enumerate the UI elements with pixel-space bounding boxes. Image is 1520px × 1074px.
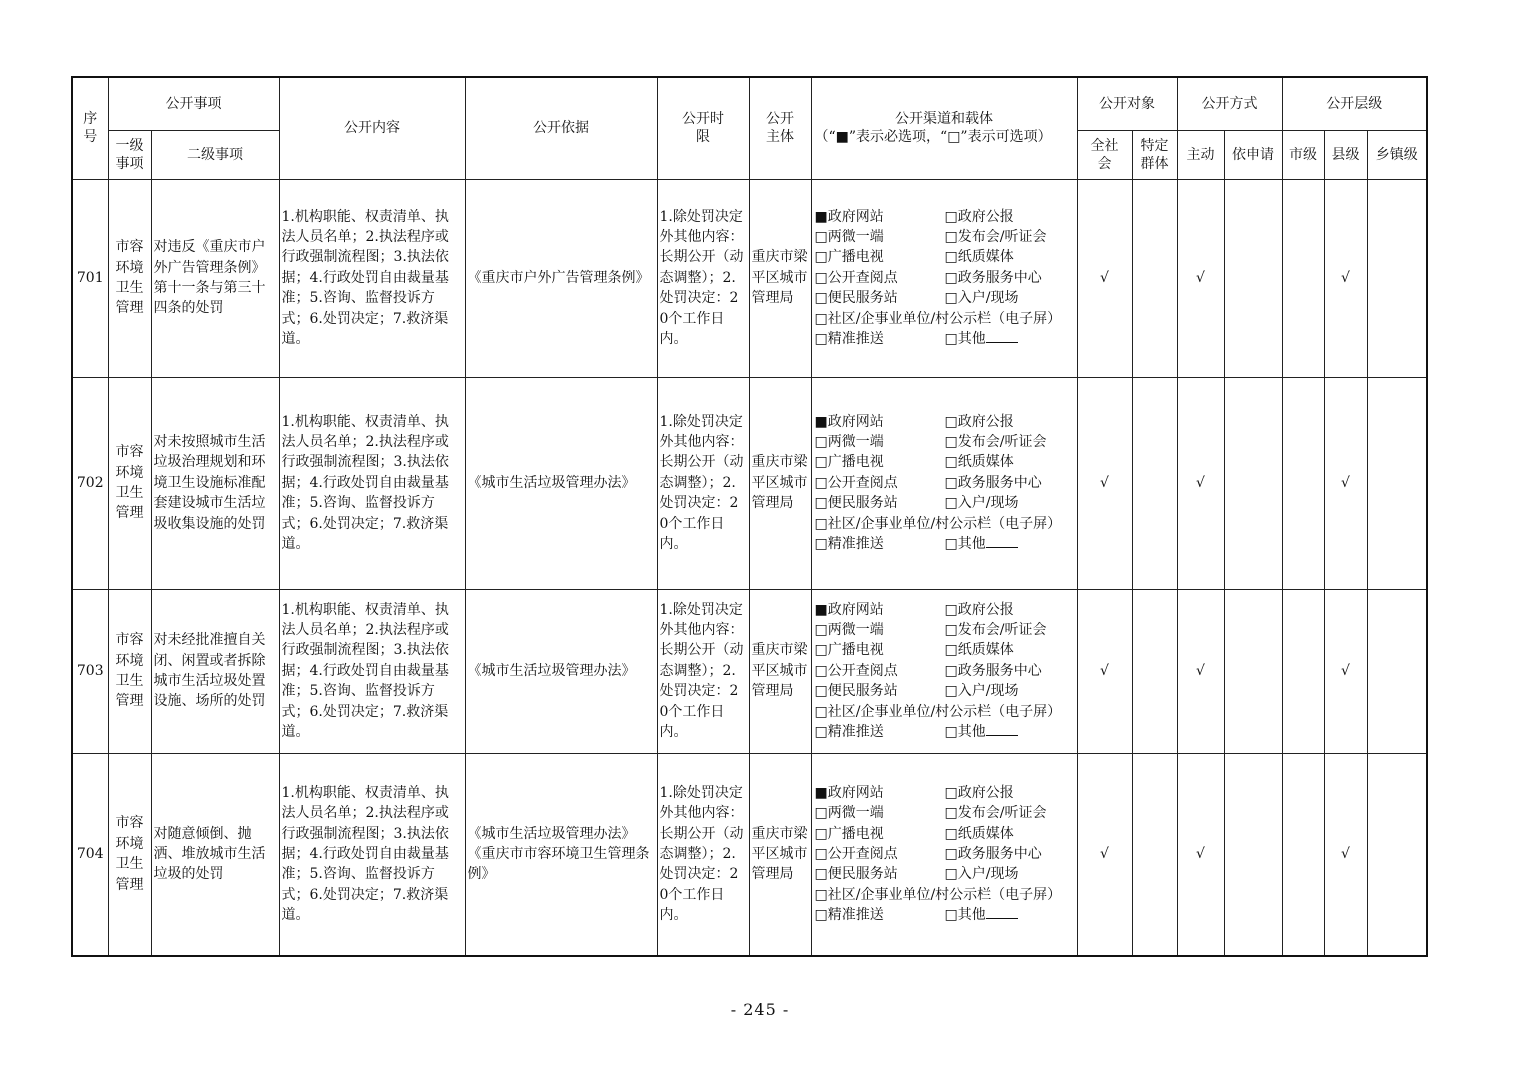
row-level-city	[1282, 589, 1324, 753]
row-level-city	[1282, 753, 1324, 956]
channel-gov-site: ■政府网站	[814, 208, 884, 225]
channel-push: □精准推送	[814, 907, 884, 924]
row-method-active: √	[1177, 589, 1224, 753]
row-level-county: √	[1324, 377, 1367, 589]
channel-reading-point: □公开查阅点	[814, 846, 898, 863]
channel-bulletin: □社区/企事业单位/村公示栏（电子屏）	[814, 886, 1062, 903]
channel-gov-gazette: □政府公报	[944, 601, 1014, 618]
page-number: - 245 -	[730, 1000, 790, 1019]
row-level-city	[1282, 377, 1324, 589]
row-channels	[811, 753, 1077, 956]
channel-gov-gazette: □政府公报	[944, 784, 1014, 801]
channel-service-station: □便民服务站	[814, 290, 898, 307]
row-seq: 702	[72, 377, 108, 589]
row-subject: 重庆市梁平区城市管理局	[749, 179, 811, 377]
row-channels	[811, 589, 1077, 753]
table-row	[72, 377, 1427, 589]
row-level2: 对未经批准擅自关闭、闲置或者拆除城市生活垃圾处置设施、场所的处罚	[151, 589, 279, 753]
channel-service-center: □政务服务中心	[944, 474, 1042, 491]
header-method-group: 公开方式	[1177, 77, 1282, 130]
channel-service-station: □便民服务站	[814, 495, 898, 512]
table-row	[72, 179, 1427, 377]
row-subject: 重庆市梁平区城市管理局	[749, 753, 811, 956]
row-method-active: √	[1177, 753, 1224, 956]
row-audience-all: √	[1077, 377, 1132, 589]
channel-other: □其他	[945, 329, 1077, 349]
channel-gov-gazette: □政府公报	[944, 413, 1014, 430]
row-subject: 重庆市梁平区城市管理局	[749, 589, 811, 753]
row-level-city	[1282, 179, 1324, 377]
row-audience-specific	[1132, 179, 1177, 377]
row-content: 1.机构职能、权责清单、执法人员名单；2.执法程序或行政强制流程图；3.执法依据；4.行政处罚自由裁量基准；5.咨询、监督投诉方式；6.处罚决定；7.救济渠道。	[279, 753, 465, 956]
channel-two-micro: □两微一端	[814, 621, 884, 638]
row-level1: 市容环境卫生管理	[108, 179, 151, 377]
table-row	[72, 753, 1427, 956]
row-level-town	[1367, 589, 1427, 753]
row-method-request	[1224, 377, 1282, 589]
channel-press-conf: □发布会/听证会	[944, 805, 1047, 822]
channel-print-media: □纸质媒体	[944, 825, 1014, 842]
row-basis: 《城市生活垃圾管理办法》	[465, 377, 657, 589]
table-body	[72, 179, 1427, 956]
channel-print-media: □纸质媒体	[944, 642, 1014, 659]
channel-two-micro: □两微一端	[814, 433, 884, 450]
other-blank-line	[986, 330, 1018, 343]
other-blank-line	[986, 906, 1018, 919]
row-level-town	[1367, 179, 1427, 377]
channel-push: □精准推送	[814, 536, 884, 553]
header-audience-group: 公开对象	[1077, 77, 1177, 130]
row-method-active: √	[1177, 179, 1224, 377]
row-audience-specific	[1132, 377, 1177, 589]
channel-broadcast: □广播电视	[814, 454, 884, 471]
channel-gov-gazette: □政府公报	[944, 208, 1014, 225]
row-basis: 《重庆市户外广告管理条例》	[465, 179, 657, 377]
header-content: 公开内容	[279, 77, 465, 179]
row-level2: 对违反《重庆市户外广告管理条例》第十一条与第三十四条的处罚	[151, 179, 279, 377]
row-level2: 对未按照城市生活垃圾治理规划和环境卫生设施标准配套建设城市生活垃圾收集设施的处罚	[151, 377, 279, 589]
channel-press-conf: □发布会/听证会	[944, 433, 1047, 450]
channel-door-to-door: □入户/现场	[944, 683, 1019, 700]
channel-other: □其他	[945, 534, 1077, 554]
channel-other: □其他	[945, 722, 1077, 742]
channel-print-media: □纸质媒体	[944, 249, 1014, 266]
table-header	[72, 77, 1427, 179]
row-audience-specific	[1132, 753, 1177, 956]
row-basis: 《城市生活垃圾管理办法》	[465, 589, 657, 753]
row-audience-all: √	[1077, 589, 1132, 753]
row-time-limit: 1.除处罚决定外其他内容：长期公开（动态调整）；2.处罚决定：20个工作日内。	[657, 589, 749, 753]
channel-push: □精准推送	[814, 331, 884, 348]
channel-reading-point: □公开查阅点	[814, 269, 898, 286]
channel-gov-site: ■政府网站	[814, 784, 884, 801]
header-audience-specific: 特定群体	[1132, 130, 1177, 179]
table-row	[72, 589, 1427, 753]
header-level1: 一级事项	[108, 130, 151, 179]
row-time-limit: 1.除处罚决定外其他内容：长期公开（动态调整）；2.处罚决定：20个工作日内。	[657, 377, 749, 589]
channel-print-media: □纸质媒体	[944, 454, 1014, 471]
channel-press-conf: □发布会/听证会	[944, 621, 1047, 638]
channel-reading-point: □公开查阅点	[814, 474, 898, 491]
row-content: 1.机构职能、权责清单、执法人员名单；2.执法程序或行政强制流程图；3.执法依据；4.行政处罚自由裁量基准；5.咨询、监督投诉方式；6.处罚决定；7.救济渠道。	[279, 377, 465, 589]
channel-gov-site: ■政府网站	[814, 413, 884, 430]
header-method-request: 依申请	[1224, 130, 1282, 179]
row-level-town	[1367, 753, 1427, 956]
row-content: 1.机构职能、权责清单、执法人员名单；2.执法程序或行政强制流程图；3.执法依据；4.行政处罚自由裁量基准；5.咨询、监督投诉方式；6.处罚决定；7.救济渠道。	[279, 589, 465, 753]
header-level2: 二级事项	[151, 130, 279, 179]
header-method-active: 主动	[1177, 130, 1224, 179]
row-method-active: √	[1177, 377, 1224, 589]
row-level-county: √	[1324, 753, 1367, 956]
row-content: 1.机构职能、权责清单、执法人员名单；2.执法程序或行政强制流程图；3.执法依据；4.行政处罚自由裁量基准；5.咨询、监督投诉方式；6.处罚决定；7.救济渠道。	[279, 179, 465, 377]
row-level1: 市容环境卫生管理	[108, 589, 151, 753]
row-seq: 704	[72, 753, 108, 956]
channel-other: □其他	[945, 905, 1077, 925]
row-seq: 703	[72, 589, 108, 753]
header-level-county: 县级	[1324, 130, 1367, 179]
row-level1: 市容环境卫生管理	[108, 753, 151, 956]
row-seq: 701	[72, 179, 108, 377]
header-level-city: 市级	[1282, 130, 1324, 179]
header-subject: 公开主体	[749, 77, 811, 179]
header-channel-title: 公开渠道和载体	[895, 111, 993, 128]
row-level-county: √	[1324, 179, 1367, 377]
row-time-limit: 1.除处罚决定外其他内容：长期公开（动态调整）；2.处罚决定：20个工作日内。	[657, 753, 749, 956]
channel-bulletin: □社区/企事业单位/村公示栏（电子屏）	[814, 310, 1062, 327]
channel-gov-site: ■政府网站	[814, 601, 884, 618]
channel-bulletin: □社区/企事业单位/村公示栏（电子屏）	[814, 703, 1062, 720]
row-method-request	[1224, 179, 1282, 377]
header-time-limit: 公开时限	[657, 77, 749, 179]
channel-bulletin: □社区/企事业单位/村公示栏（电子屏）	[814, 515, 1062, 532]
row-channels	[811, 179, 1077, 377]
header-channel-note: （“■”表示必选项，“□”表示可选项）	[814, 129, 1052, 146]
row-audience-all: √	[1077, 753, 1132, 956]
header-seq: 序号	[72, 77, 108, 179]
channel-service-station: □便民服务站	[814, 866, 898, 883]
other-blank-line	[986, 535, 1018, 548]
row-subject: 重庆市梁平区城市管理局	[749, 377, 811, 589]
row-method-request	[1224, 753, 1282, 956]
header-audience-all: 全社会	[1077, 130, 1132, 179]
channel-press-conf: □发布会/听证会	[944, 228, 1047, 245]
channel-push: □精准推送	[814, 724, 884, 741]
row-audience-all: √	[1077, 179, 1132, 377]
row-level-town	[1367, 377, 1427, 589]
header-item-group: 公开事项	[108, 77, 279, 130]
row-level1: 市容环境卫生管理	[108, 377, 151, 589]
row-level-county: √	[1324, 589, 1367, 753]
row-channels	[811, 377, 1077, 589]
channel-reading-point: □公开查阅点	[814, 662, 898, 679]
row-basis: 《城市生活垃圾管理办法》《重庆市市容环境卫生管理条例》	[465, 753, 657, 956]
channel-broadcast: □广播电视	[814, 249, 884, 266]
channel-two-micro: □两微一端	[814, 805, 884, 822]
channel-two-micro: □两微一端	[814, 228, 884, 245]
channel-service-center: □政务服务中心	[944, 662, 1042, 679]
row-time-limit: 1.除处罚决定外其他内容：长期公开（动态调整）；2.处罚决定：20个工作日内。	[657, 179, 749, 377]
channel-service-center: □政务服务中心	[944, 846, 1042, 863]
header-channel	[811, 77, 1077, 179]
row-method-request	[1224, 589, 1282, 753]
other-blank-line	[986, 723, 1018, 736]
row-audience-specific	[1132, 589, 1177, 753]
row-level2: 对随意倾倒、抛洒、堆放城市生活垃圾的处罚	[151, 753, 279, 956]
channel-service-center: □政务服务中心	[944, 269, 1042, 286]
channel-door-to-door: □入户/现场	[944, 290, 1019, 307]
channel-service-station: □便民服务站	[814, 683, 898, 700]
channel-broadcast: □广播电视	[814, 642, 884, 659]
channel-door-to-door: □入户/现场	[944, 866, 1019, 883]
channel-broadcast: □广播电视	[814, 825, 884, 842]
disclosure-table	[71, 76, 1428, 957]
header-basis: 公开依据	[465, 77, 657, 179]
header-level-group: 公开层级	[1282, 77, 1427, 130]
channel-door-to-door: □入户/现场	[944, 495, 1019, 512]
header-level-town: 乡镇级	[1367, 130, 1427, 179]
